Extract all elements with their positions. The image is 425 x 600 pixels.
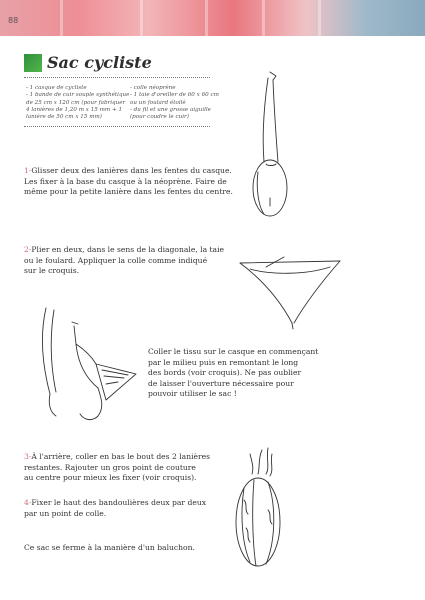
step-2-continued <box>148 347 318 400</box>
step-number: 1- <box>24 166 32 175</box>
step-line: au centre pour mieux les fixer (voir croquis). <box>24 473 197 482</box>
finished-bag-sketch <box>224 444 294 574</box>
materials-line: - 1 casque de cycliste <box>26 85 87 91</box>
materials-line: de 25 cm x 120 cm (pour fabriquer <box>26 99 126 106</box>
step-line: même pour la petite lanière dans les fentes du centre. <box>24 187 233 196</box>
closing-text <box>24 543 195 554</box>
step-line: par un point de colle. <box>24 508 107 518</box>
helmet-strap-sketch <box>240 66 300 226</box>
step-number: 4- <box>24 498 32 507</box>
step-line: Ce sac se ferme à la manière d'un baluchon. <box>24 543 195 552</box>
materials-line: - 1 taie d'oreiller de 60 x 60 cm <box>130 92 219 99</box>
step-3 <box>24 452 210 484</box>
step-line: de laisser l'ouverture nécessaire pour <box>148 378 294 388</box>
step-line: des bords (voir croquis). Ne pas oublier <box>148 368 302 377</box>
materials-line: 4 lanières de 1,20 m x 15 mm + 1 <box>26 106 123 113</box>
folded-fabric-sketch <box>236 253 346 333</box>
materials-line: ou un foulard étoilé <box>130 99 186 106</box>
step-line: sur le croquis. <box>24 266 80 275</box>
step-line: pouvoir utiliser le sac ! <box>148 389 237 398</box>
step-line: ou le foulard. Appliquer la colle comme indiqué <box>24 255 208 265</box>
step-number: 3- <box>24 452 32 461</box>
page-number: 88 <box>8 16 19 25</box>
title-rule <box>24 77 210 78</box>
materials-right <box>130 85 219 121</box>
title-square-icon <box>24 54 42 72</box>
glued-helmet-sketch <box>32 304 144 424</box>
step-4 <box>24 498 206 519</box>
step-line: par le milieu puis en remontant le long <box>148 357 299 367</box>
step-line: À l'arrière, coller en bas le bout des 2 lanières <box>31 452 211 461</box>
materials-line: - 1 bande de cuir souple synthétique <box>26 92 130 99</box>
step-2 <box>24 245 224 277</box>
step-line: Glisser deux des lanières dans les fentes du casque. <box>31 166 232 175</box>
step-line: Fixer le haut des bandoulières deux par deux <box>31 498 206 507</box>
step-line: restantes. Rajouter un gros point de couture <box>24 462 196 472</box>
materials-rule <box>24 126 210 127</box>
step-line: Coller le tissu sur le casque en commençant <box>148 347 319 356</box>
header-band <box>0 0 425 36</box>
materials-line: (pour coudre le cuir) <box>130 114 189 121</box>
step-line: Les fixer à la base du casque à la néoprène. Faire de <box>24 176 227 186</box>
step-1 <box>24 166 233 198</box>
page-title: Sac cycliste <box>47 53 152 72</box>
step-number: 2- <box>24 245 32 254</box>
materials-left <box>26 85 129 121</box>
materials-line: lanière de 50 cm x 15 mm) <box>26 114 102 121</box>
materials-line: - du fil et une grosse aiguille <box>130 106 211 113</box>
step-line: Plier en deux, dans le sens de la diagonale, la taie <box>31 245 225 254</box>
materials-line: - colle néoprène <box>130 85 176 91</box>
